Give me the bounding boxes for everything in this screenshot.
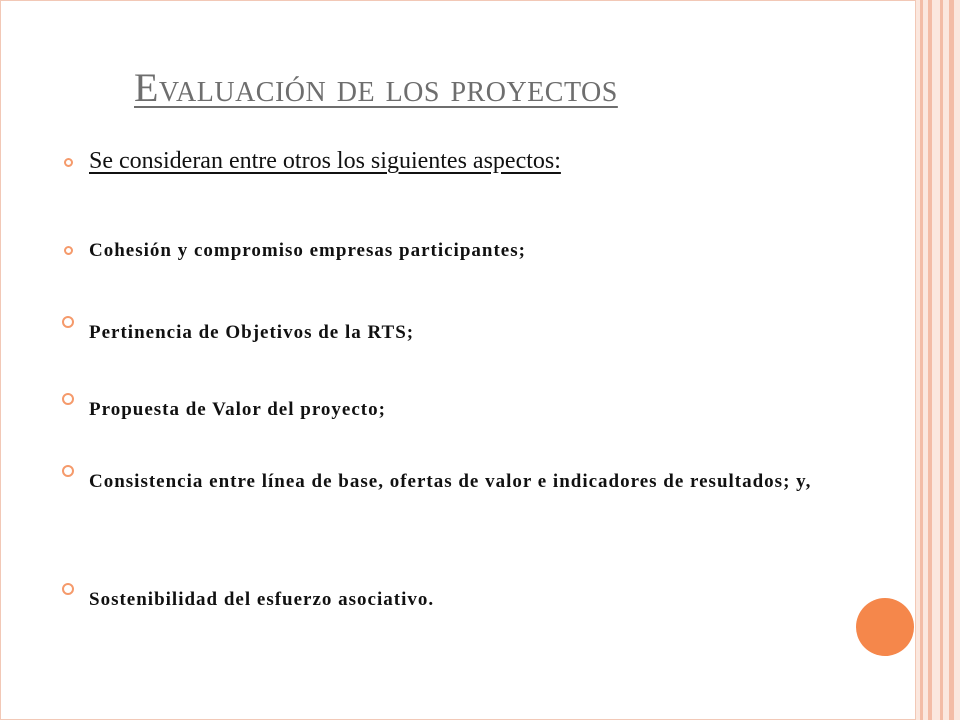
list-item-text: Consistencia entre línea de base, ofertas de valor e indicadores de resultados; y, bbox=[89, 471, 812, 492]
list-item-text: Pertinencia de Objetivos de la RTS; bbox=[89, 322, 415, 343]
bullet-icon bbox=[62, 316, 74, 328]
bullet-icon bbox=[62, 465, 74, 477]
list-item-text: Cohesión y compromiso empresas participantes; bbox=[89, 240, 526, 261]
list-item-text: Sostenibilidad del esfuerzo asociativo. bbox=[89, 589, 435, 610]
stripe bbox=[928, 0, 932, 720]
bullet-icon bbox=[62, 583, 74, 595]
bullet-icon bbox=[62, 393, 74, 405]
bullet-icon bbox=[64, 158, 73, 167]
decorative-stripes bbox=[916, 0, 960, 720]
stripe bbox=[920, 0, 923, 720]
stripe bbox=[940, 0, 943, 720]
bullet-icon bbox=[64, 246, 73, 255]
accent-circle bbox=[856, 598, 914, 656]
list-item-text: Propuesta de Valor del proyecto; bbox=[89, 399, 386, 420]
slide-title: Evaluación de los proyectos bbox=[134, 65, 618, 110]
stripe bbox=[949, 0, 954, 720]
intro-text: Se consideran entre otros los siguientes aspectos: bbox=[89, 148, 561, 174]
